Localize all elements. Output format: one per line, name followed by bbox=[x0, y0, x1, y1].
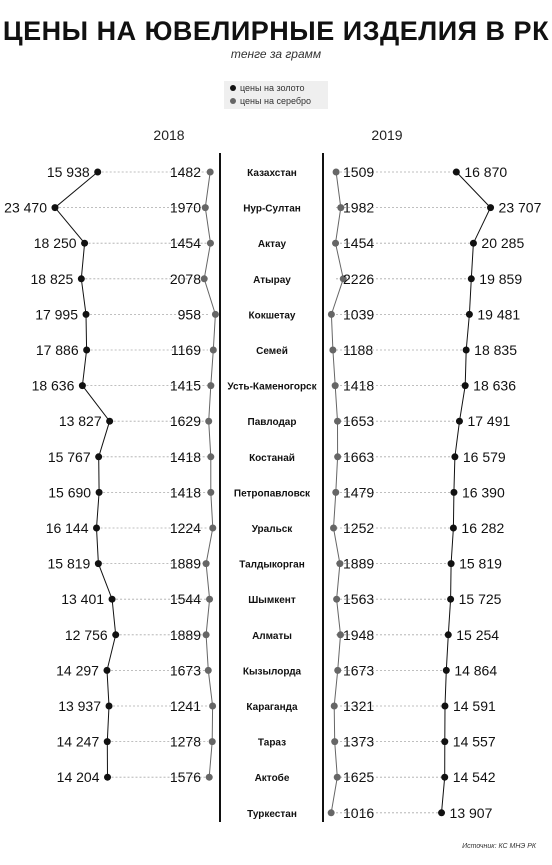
silver-2018-line bbox=[204, 172, 215, 777]
silver-2019-label: 1982 bbox=[343, 199, 375, 216]
legend-silver-label: цены на серебро bbox=[240, 96, 312, 106]
silver-2019-point bbox=[334, 453, 341, 460]
silver-2018-label: 1576 bbox=[169, 769, 201, 786]
city-label: Атырау bbox=[253, 274, 291, 286]
gold-2019-label: 23 707 bbox=[498, 199, 542, 216]
gold-2018-point bbox=[106, 703, 113, 710]
silver-2018-point bbox=[207, 169, 214, 176]
silver-2018-label: 1415 bbox=[169, 377, 201, 394]
gold-2018-line bbox=[55, 172, 116, 777]
city-label: Петропавловск bbox=[233, 488, 311, 500]
silver-2019-label: 1509 bbox=[343, 164, 375, 180]
silver-2019-point bbox=[329, 347, 336, 354]
gold-2019-label: 16 282 bbox=[461, 520, 505, 536]
gold-2018-point bbox=[79, 382, 86, 389]
gold-2018-label: 14 204 bbox=[56, 769, 100, 786]
silver-2018-label: 1544 bbox=[169, 591, 201, 608]
year-label-right: 2019 bbox=[371, 127, 403, 143]
gold-2018-label: 18 636 bbox=[31, 377, 75, 394]
gold-2018-label: 12 756 bbox=[64, 626, 108, 643]
city-label: Нур-Султан bbox=[243, 203, 301, 215]
silver-2018-label: 1889 bbox=[169, 555, 201, 572]
silver-2018-point bbox=[210, 347, 217, 354]
silver-2018-label: 1169 bbox=[170, 342, 201, 358]
gold-2019-point bbox=[463, 347, 470, 354]
gold-2019-label: 15 819 bbox=[459, 555, 502, 572]
gold-2019-point bbox=[487, 204, 494, 211]
city-label: Тараз bbox=[257, 737, 287, 749]
silver-2018-label: 1889 bbox=[169, 626, 201, 643]
silver-2018-label: 1673 bbox=[169, 662, 201, 679]
legend-gold-label: цены на золото bbox=[240, 83, 305, 93]
silver-2019-label: 1016 bbox=[343, 804, 375, 821]
year-label-left: 2018 bbox=[153, 127, 185, 143]
gold-2018-label: 17 886 bbox=[35, 342, 79, 358]
source-note: Источник: КС МНЭ РК bbox=[462, 843, 536, 850]
chart-title: ЦЕНЫ НА ЮВЕЛИРНЫЕ ИЗДЕЛИЯ В РК bbox=[2, 16, 550, 46]
silver-2019-label: 1454 bbox=[343, 235, 375, 252]
city-label: Кызылорда bbox=[242, 666, 302, 678]
gold-2019-label: 13 907 bbox=[449, 804, 493, 821]
gold-2019-point bbox=[441, 774, 448, 781]
gold-2018-point bbox=[83, 311, 90, 318]
gold-2018-point bbox=[96, 489, 103, 496]
gold-2018-label: 14 247 bbox=[56, 733, 100, 750]
silver-2018-point bbox=[206, 774, 213, 781]
silver-2019-label: 1188 bbox=[343, 342, 374, 358]
gold-2019-label: 15 254 bbox=[456, 626, 500, 643]
silver-2019-label: 1663 bbox=[343, 448, 375, 465]
silver-2019-label: 1479 bbox=[343, 484, 375, 501]
gold-2019-label: 16 390 bbox=[461, 484, 505, 501]
city-label: Павлодар bbox=[247, 417, 297, 429]
gold-2019-point bbox=[466, 311, 473, 318]
silver-2018-point bbox=[203, 560, 210, 567]
gold-2018-label: 18 250 bbox=[33, 235, 77, 252]
gold-2018-label: 15 938 bbox=[46, 164, 90, 180]
gold-2018-point bbox=[103, 667, 110, 674]
gold-2018-label: 13 401 bbox=[61, 591, 105, 608]
gold-2019-label: 16 870 bbox=[464, 164, 508, 180]
gold-2018-label: 15 767 bbox=[47, 448, 91, 465]
gold-2018-label: 14 297 bbox=[56, 662, 99, 679]
silver-2019-point bbox=[332, 382, 339, 389]
gold-2018-label: 15 690 bbox=[48, 484, 92, 501]
gold-2019-point bbox=[468, 275, 475, 282]
gold-2019-label: 18 835 bbox=[474, 342, 518, 358]
gold-2018-point bbox=[104, 774, 111, 781]
legend-silver-marker bbox=[230, 98, 236, 104]
gold-2018-label: 23 470 bbox=[4, 199, 48, 216]
silver-2018-point bbox=[205, 667, 212, 674]
gold-2018-label: 17 995 bbox=[35, 306, 79, 323]
gold-2018-point bbox=[94, 169, 101, 176]
city-label: Шымкент bbox=[248, 595, 296, 607]
gold-2019-label: 14 591 bbox=[452, 698, 496, 714]
silver-2019-label: 1653 bbox=[343, 413, 375, 430]
gold-2019-point bbox=[448, 560, 455, 567]
silver-2019-point bbox=[331, 703, 338, 710]
silver-2018-label: 1482 bbox=[169, 164, 201, 180]
city-label: Караганда bbox=[246, 702, 298, 713]
silver-2019-label: 1252 bbox=[343, 520, 375, 536]
gold-2019-label: 17 491 bbox=[467, 413, 511, 430]
silver-2019-point bbox=[333, 596, 340, 603]
gold-2019-point bbox=[447, 596, 454, 603]
silver-2018-point bbox=[202, 204, 209, 211]
gold-2019-point bbox=[443, 667, 450, 674]
silver-2018-label: 958 bbox=[177, 306, 201, 323]
silver-2018-point bbox=[201, 275, 208, 282]
silver-2018-label: 2078 bbox=[169, 270, 201, 287]
city-label: Кокшетау bbox=[248, 310, 296, 322]
city-label: Казахстан bbox=[247, 168, 297, 179]
city-label: Костанай bbox=[249, 452, 295, 464]
chart-subtitle: тенге за грамм bbox=[230, 47, 322, 61]
gold-2018-point bbox=[83, 347, 90, 354]
silver-2019-point bbox=[334, 418, 341, 425]
silver-2018-point bbox=[207, 489, 214, 496]
city-label: Семей bbox=[256, 346, 288, 357]
gold-2018-label: 16 144 bbox=[45, 520, 89, 536]
gold-2019-point bbox=[441, 738, 448, 745]
silver-2019-label: 1563 bbox=[343, 591, 375, 608]
silver-2018-label: 1224 bbox=[169, 520, 201, 536]
silver-2019-point bbox=[334, 667, 341, 674]
gold-2018-label: 18 825 bbox=[30, 270, 74, 287]
gold-2018-point bbox=[95, 560, 102, 567]
city-label: Актау bbox=[257, 239, 287, 251]
gold-2019-point bbox=[453, 169, 460, 176]
legend-gold-marker bbox=[230, 85, 236, 91]
silver-2019-point bbox=[331, 738, 338, 745]
silver-2019-point bbox=[328, 311, 335, 318]
gold-2019-label: 18 636 bbox=[473, 377, 517, 394]
silver-2018-label: 1418 bbox=[169, 484, 201, 501]
silver-2019-label: 2226 bbox=[343, 270, 375, 287]
silver-2018-label: 1278 bbox=[169, 733, 201, 750]
gold-2019-point bbox=[470, 240, 477, 247]
silver-2018-point bbox=[207, 240, 214, 247]
silver-2019-point bbox=[334, 774, 341, 781]
gold-2019-label: 15 725 bbox=[458, 591, 502, 608]
gold-2019-point bbox=[450, 489, 457, 496]
gold-2018-point bbox=[106, 418, 113, 425]
silver-2019-label: 1039 bbox=[343, 306, 375, 323]
silver-2019-point bbox=[328, 809, 335, 816]
gold-2019-label: 19 481 bbox=[477, 306, 521, 323]
silver-2018-point bbox=[207, 453, 214, 460]
gold-2018-point bbox=[112, 631, 119, 638]
silver-2019-label: 1625 bbox=[343, 769, 375, 786]
silver-2018-label: 1970 bbox=[169, 199, 201, 216]
silver-2018-point bbox=[206, 596, 213, 603]
silver-2018-label: 1454 bbox=[169, 235, 201, 252]
legend bbox=[224, 81, 328, 109]
silver-2019-point bbox=[332, 489, 339, 496]
silver-2019-label: 1673 bbox=[343, 662, 375, 679]
city-label: Уральск bbox=[251, 524, 293, 535]
gold-2019-label: 14 542 bbox=[452, 769, 496, 786]
gold-2019-label: 20 285 bbox=[481, 235, 525, 252]
gold-2018-label: 13 937 bbox=[58, 698, 102, 714]
silver-2018-point bbox=[203, 631, 210, 638]
gold-2019-point bbox=[462, 382, 469, 389]
gold-2018-point bbox=[52, 204, 59, 211]
city-label: Алматы bbox=[252, 630, 292, 642]
gold-2018-point bbox=[104, 738, 111, 745]
gold-2019-point bbox=[441, 703, 448, 710]
silver-2018-label: 1629 bbox=[169, 413, 201, 430]
gold-2019-label: 16 579 bbox=[462, 448, 506, 465]
silver-2018-point bbox=[205, 418, 212, 425]
silver-2018-point bbox=[212, 311, 219, 318]
silver-2018-point bbox=[207, 382, 214, 389]
city-label: Туркестан bbox=[247, 808, 297, 820]
silver-2018-point bbox=[209, 738, 216, 745]
gold-2018-point bbox=[81, 240, 88, 247]
gold-2019-point bbox=[451, 453, 458, 460]
city-label: Талдыкорган bbox=[239, 559, 305, 571]
gold-2019-label: 19 859 bbox=[479, 270, 523, 287]
silver-2019-point bbox=[333, 169, 340, 176]
silver-2018-point bbox=[209, 703, 216, 710]
city-label: Усть-Каменогорск bbox=[227, 381, 317, 393]
silver-2019-label: 1889 bbox=[343, 555, 375, 572]
silver-2018-label: 1241 bbox=[169, 698, 201, 714]
silver-2019-label: 1418 bbox=[343, 377, 375, 394]
silver-2019-label: 1321 bbox=[343, 698, 375, 714]
silver-2019-point bbox=[330, 525, 337, 532]
gold-2019-label: 14 557 bbox=[452, 733, 496, 750]
silver-2019-point bbox=[332, 240, 339, 247]
gold-2019-point bbox=[438, 809, 445, 816]
gold-2018-point bbox=[109, 596, 116, 603]
gold-2018-point bbox=[95, 453, 102, 460]
gold-2018-label: 13 827 bbox=[58, 413, 102, 430]
city-label: Актобе bbox=[254, 773, 290, 785]
silver-2019-label: 1948 bbox=[343, 626, 375, 643]
silver-2018-point bbox=[209, 525, 216, 532]
chart-marks bbox=[4, 164, 541, 821]
gold-2018-label: 15 819 bbox=[47, 555, 91, 572]
silver-2018-label: 1418 bbox=[169, 448, 201, 465]
gold-2018-point bbox=[78, 275, 85, 282]
gold-2018-point bbox=[93, 525, 100, 532]
silver-2019-label: 1373 bbox=[343, 733, 375, 750]
gold-2019-point bbox=[445, 631, 452, 638]
gold-2019-label: 14 864 bbox=[454, 662, 498, 679]
gold-2019-point bbox=[450, 525, 457, 532]
gold-2019-point bbox=[456, 418, 463, 425]
